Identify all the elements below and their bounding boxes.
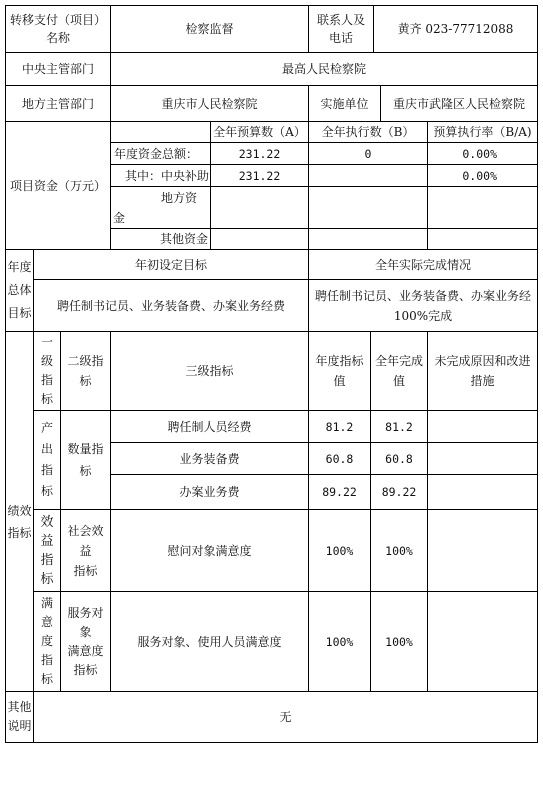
goals-actual-text-line1: 聘任制书记员、业务装备费、办案业务经 [314,288,531,303]
funds-row-total-rate: 0.00% [462,146,497,161]
funds-row-local-label-line1: 地方资 [161,191,198,205]
funds-row-local-label-line2: 金 [113,211,126,225]
output-item-name: 业务装备费 [179,451,240,466]
funds-row-central-executed [309,165,427,186]
output-item-name: 办案业务费 [179,485,240,499]
goals-actual-text-line2: 100%完成 [393,308,453,323]
funds-row-central-budget: 231.22 [238,168,281,183]
goals-initial-header: 年初设定目标 [134,257,207,272]
central-dept-value: 最高人民检察院 [281,62,366,76]
header-completion-value: 全年完成 值 [374,354,423,388]
header-level1: 一 级 指 标 [40,335,53,406]
output-item-reason [428,411,537,442]
funds-row-total-budget: 231.22 [238,146,281,161]
funds-row-other-rate [428,229,537,249]
funds-row-local-executed [309,187,427,228]
benefit-level1: 效 益 指 标 [40,514,54,587]
funds-row-other-budget [211,229,308,249]
funds-row-other-executed [309,229,427,249]
goals-section-label: 年度 总体 目标 [7,260,32,320]
funds-section-label: 项目资金（万元） [9,178,106,193]
funds-row-total-executed: 0 [364,146,372,161]
header-annual-value: 年度指标 值 [315,354,364,388]
satisfaction-item-target: 100% [325,634,354,649]
output-item-reason [428,475,537,509]
local-dept-value: 重庆市人民检察院 [161,96,258,111]
output-level1: 产 出 指 标 [40,421,53,498]
contact-label: 联系人及 电话 [316,13,365,45]
benefit-item-reason [428,510,537,591]
output-item-actual: 89.22 [381,485,417,499]
contact-value: 黄齐 023-77712088 [397,22,514,36]
other-value: 无 [279,710,292,724]
benefit-item-actual: 100% [385,543,413,558]
satisfaction-level1: 满 意 度 指 标 [40,596,53,686]
header-level3: 三级指标 [185,364,234,378]
funds-row-total-label: 年度资金总额： [114,146,199,161]
benefit-level2: 社会效 益 指标 [67,523,104,578]
header-reason: 未完成原因和改进 措施 [434,354,531,388]
benefit-item-target: 100% [325,543,354,558]
project-name-label: 转移支付（项目） 名称 [9,13,106,45]
goals-initial-text: 聘任制书记员、业务装备费、办案业务经费 [56,298,285,313]
funds-row-local-budget [211,187,308,228]
impl-unit-value: 重庆市武隆区人民检察院 [392,96,525,111]
output-level2: 数量指 标 [67,442,104,478]
local-dept-label: 地方主管部门 [21,96,94,111]
funds-header-rate: 预算执行率（B/A) [433,125,532,139]
impl-unit-label: 实施单位 [320,96,369,111]
funds-row-central-label: 其中：中央补助 [124,168,209,183]
funds-row-other-label: 其他资金 [159,232,208,246]
other-section-label: 其他 说明 [7,700,32,733]
output-item-actual: 81.2 [385,419,413,434]
satisfaction-level2: 服务对 象 满意度 指标 [67,605,104,677]
satisfaction-item-name: 服务对象、使用人员满意度 [137,634,282,649]
header-level2: 二级指 标 [67,354,104,388]
output-item-target: 81.2 [325,419,354,434]
satisfaction-item-actual: 100% [385,634,413,649]
funds-row-local-rate [428,187,537,228]
central-dept-label: 中央主管部门 [21,62,94,76]
project-name-value: 检察监督 [185,22,234,36]
output-item-name: 聘任制人员经费 [167,419,252,434]
output-item-target: 60.8 [325,451,354,466]
output-item-actual: 60.8 [385,451,413,466]
output-item-reason [428,443,537,474]
performance-section-label: 绩效 指标 [7,503,32,540]
funds-header-executed: 全年执行数（B） [321,125,415,139]
goals-actual-header: 全年实际完成情况 [374,257,471,272]
benefit-item-name: 慰问对象满意度 [167,543,252,558]
funds-header-budget: 全年预算数（A） [213,125,306,139]
funds-row-central-rate: 0.00% [462,168,497,183]
output-item-target: 89.22 [322,485,357,499]
satisfaction-item-reason [428,592,537,691]
